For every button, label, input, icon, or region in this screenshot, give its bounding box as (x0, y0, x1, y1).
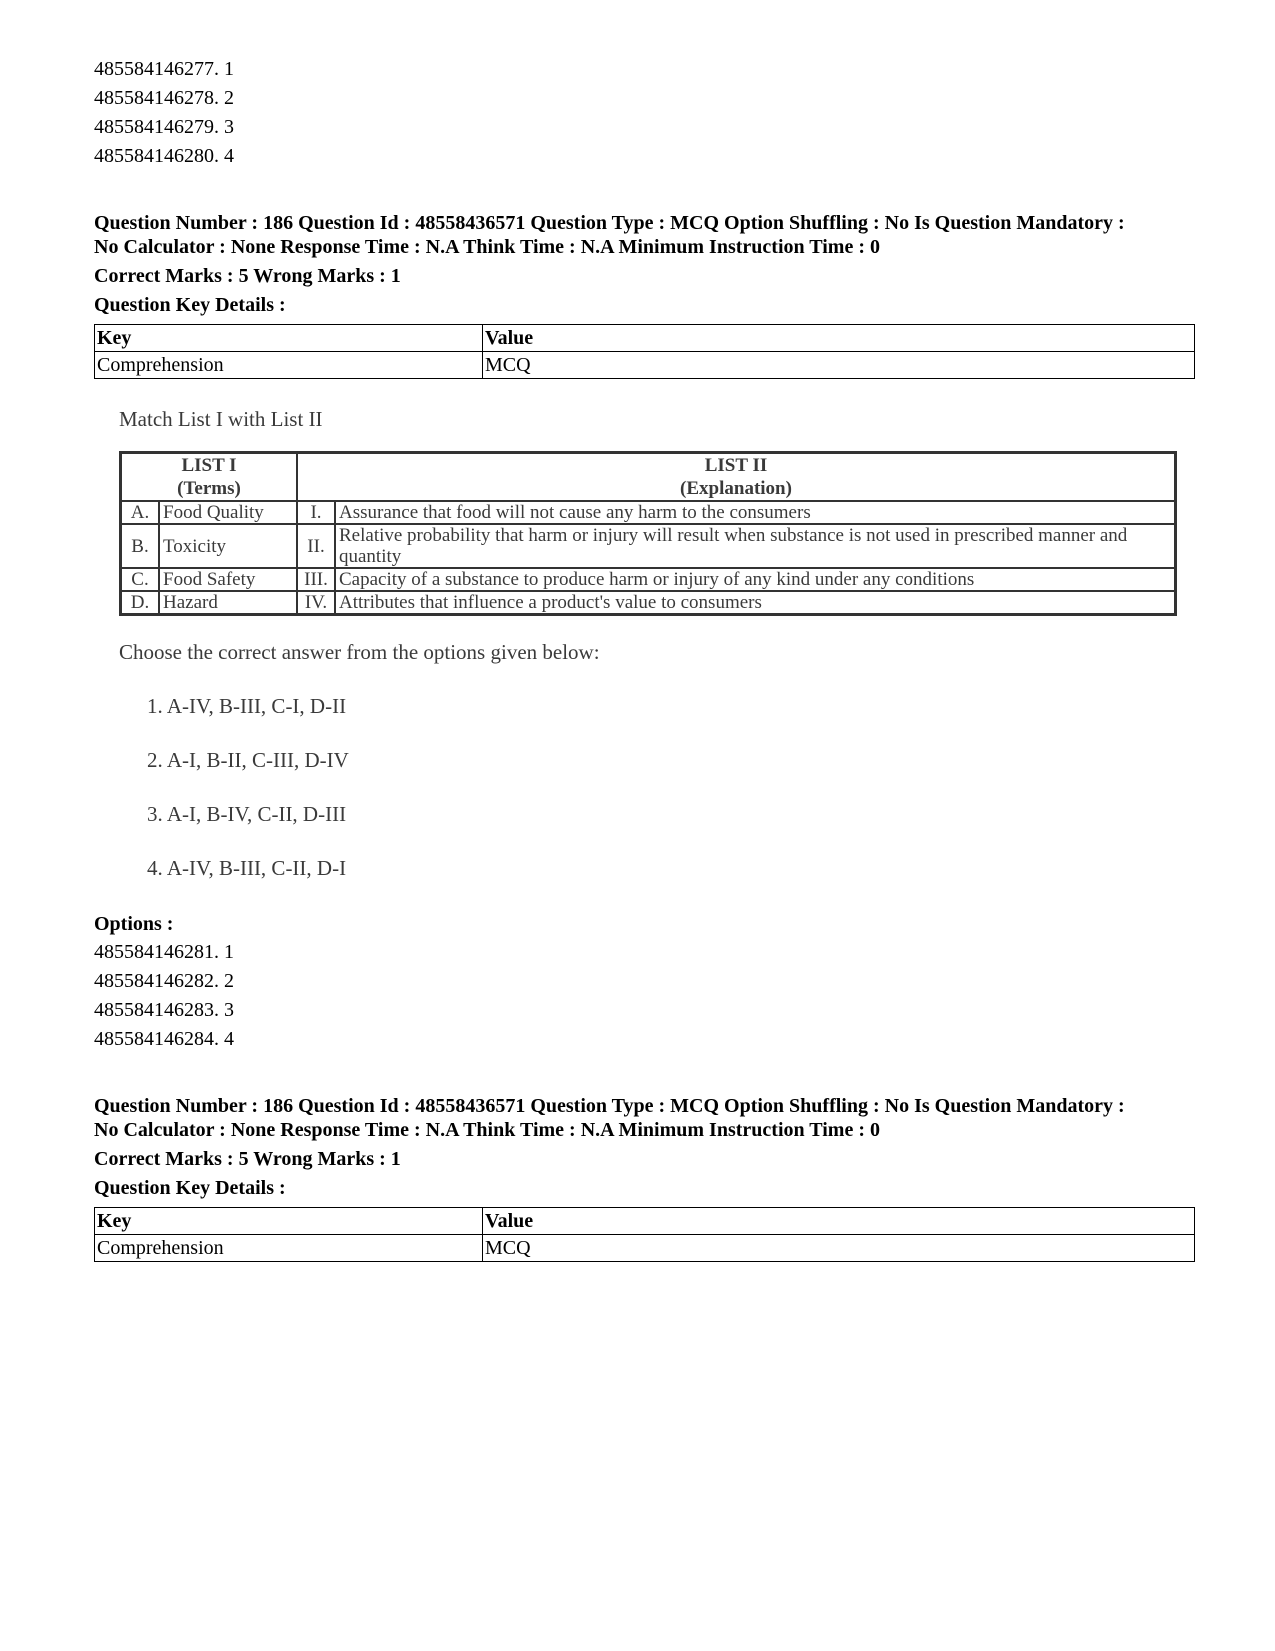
option-line: 485584146284. 4 (94, 1028, 234, 1050)
document-page (94, 0, 1194, 1262)
match-table (119, 451, 1177, 616)
options-list (94, 938, 1194, 1054)
table-header-row (95, 325, 1195, 352)
table-cell-value: MCQ (483, 1235, 1195, 1262)
table-row (95, 1235, 1195, 1262)
option-line: 485584146277. 1 (94, 58, 234, 80)
question-intro: Match List I with List II (119, 407, 323, 431)
row-letter: C. (121, 568, 160, 591)
question-image (119, 405, 1179, 882)
list1-title: LIST I (181, 455, 237, 476)
table-header-key: Key (95, 1208, 483, 1235)
answer-choice: 4. A-IV, B-III, C-II, D-I (147, 856, 347, 880)
list1-header (121, 453, 298, 502)
row-term: Hazard (159, 591, 297, 615)
table-header-value: Value (483, 1208, 1195, 1235)
option-line: 485584146281. 1 (94, 941, 234, 963)
table-cell-key: Comprehension (95, 1235, 483, 1262)
question-meta-line-1: Question Number : 186 Question Id : 48558436571 Question Type : MCQ Option Shuffling : No Is Question Mandatory : (94, 1095, 1125, 1117)
choose-instruction: Choose the correct answer from the options given below: (119, 640, 600, 664)
question-meta-line-1: Question Number : 186 Question Id : 48558436571 Question Type : MCQ Option Shuffling : No Is Question Mandatory : (94, 212, 1125, 234)
question-meta-block (94, 211, 1194, 379)
row-roman: II. (297, 524, 335, 568)
key-details-table (94, 324, 1195, 379)
row-term: Food Quality (159, 501, 297, 524)
table-header-key: Key (95, 325, 483, 352)
table-cell-key: Comprehension (95, 352, 483, 379)
row-roman: I. (297, 501, 335, 524)
question-meta-line-2: No Calculator : None Response Time : N.A Think Time : N.A Minimum Instruction Time : 0 (94, 236, 880, 258)
row-letter: A. (121, 501, 160, 524)
marks-line: Correct Marks : 5 Wrong Marks : 1 (94, 265, 401, 287)
option-line: 485584146279. 3 (94, 116, 234, 138)
table-cell-value: MCQ (483, 352, 1195, 379)
table-row (95, 352, 1195, 379)
row-explanation: Capacity of a substance to produce harm or injury of any kind under any conditions (335, 568, 1176, 591)
table-header-value: Value (483, 325, 1195, 352)
question-meta-line-2: No Calculator : None Response Time : N.A Think Time : N.A Minimum Instruction Time : 0 (94, 1119, 880, 1141)
match-row (121, 501, 1176, 524)
options-label: Options : (94, 913, 174, 935)
row-term: Food Safety (159, 568, 297, 591)
row-explanation: Relative probability that harm or injury will result when substance is not used in prescribed manner and quantity (335, 524, 1176, 568)
table-header-row (95, 1208, 1195, 1235)
row-letter: D. (121, 591, 160, 615)
row-explanation: Assurance that food will not cause any harm to the consumers (335, 501, 1176, 524)
key-details-table (94, 1207, 1195, 1262)
list1-subtitle: (Terms) (177, 478, 241, 499)
key-details-label: Question Key Details : (94, 1177, 286, 1199)
row-letter: B. (121, 524, 160, 568)
previous-options-list (94, 55, 1194, 171)
row-explanation: Attributes that influence a product's value to consumers (335, 591, 1176, 615)
answer-choice: 1. A-IV, B-III, C-I, D-II (147, 694, 347, 718)
option-line: 485584146278. 2 (94, 87, 234, 109)
option-line: 485584146282. 2 (94, 970, 234, 992)
match-row (121, 524, 1176, 568)
list2-subtitle: (Explanation) (680, 478, 792, 499)
list2-title: LIST II (704, 455, 768, 476)
answer-choice: 2. A-I, B-II, C-III, D-IV (147, 748, 349, 772)
marks-line: Correct Marks : 5 Wrong Marks : 1 (94, 1148, 401, 1170)
key-details-label: Question Key Details : (94, 294, 286, 316)
option-line: 485584146283. 3 (94, 999, 234, 1021)
match-row (121, 591, 1176, 615)
row-roman: IV. (297, 591, 335, 615)
row-term: Toxicity (159, 524, 297, 568)
match-table-header (121, 453, 1176, 502)
answer-choice: 3. A-I, B-IV, C-II, D-III (147, 802, 347, 826)
question-meta-block (94, 1094, 1194, 1262)
row-roman: III. (297, 568, 335, 591)
option-line: 485584146280. 4 (94, 145, 234, 167)
match-row (121, 568, 1176, 591)
list2-header (297, 453, 1176, 502)
